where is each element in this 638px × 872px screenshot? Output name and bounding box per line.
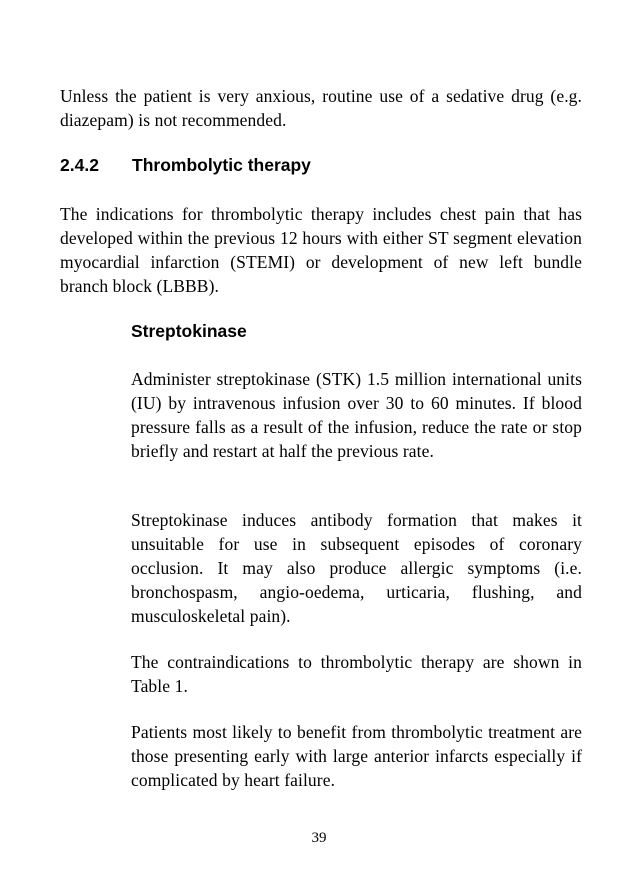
patients-paragraph: Patients most likely to benefit from thrombolytic treatment are those presenting early with large anterior infarcts especially if complicated by heart failure.: [131, 722, 582, 790]
administer-paragraph: Administer streptokinase (STK) 1.5 million international units (IU) by intravenous infusion over 30 to 60 minutes. If blood pressure falls as a result of the infusion, reduce the rate or stop briefly and restart at half the previous rate.: [131, 369, 582, 461]
section-number: 2.4.2: [60, 155, 99, 175]
indications-paragraph: The indications for thrombolytic therapy includes chest pain that has developed within the previous 12 hours with either ST segment elevation myocardial infarction (STEMI) or development of new left bundle branch block (LBBB).: [60, 204, 582, 296]
intro-paragraph: Unless the patient is very anxious, routine use of a sedative drug (e.g. diazepam) is not recommended.: [60, 86, 582, 130]
contraindications-paragraph: The contraindications to thrombolytic therapy are shown in Table 1.: [131, 652, 582, 696]
section-title: Thrombolytic therapy: [132, 155, 311, 175]
page-number: 39: [311, 830, 327, 846]
antibody-paragraph: Streptokinase induces antibody formation that makes it unsuitable for use in subsequent episodes of coronary occlusion. It may also produce allergic symptoms (i.e. bronchospasm, angio-oedema, urticaria, flushing, and musculoskeletal pain).: [131, 510, 582, 626]
subsection-title: Streptokinase: [131, 321, 247, 341]
